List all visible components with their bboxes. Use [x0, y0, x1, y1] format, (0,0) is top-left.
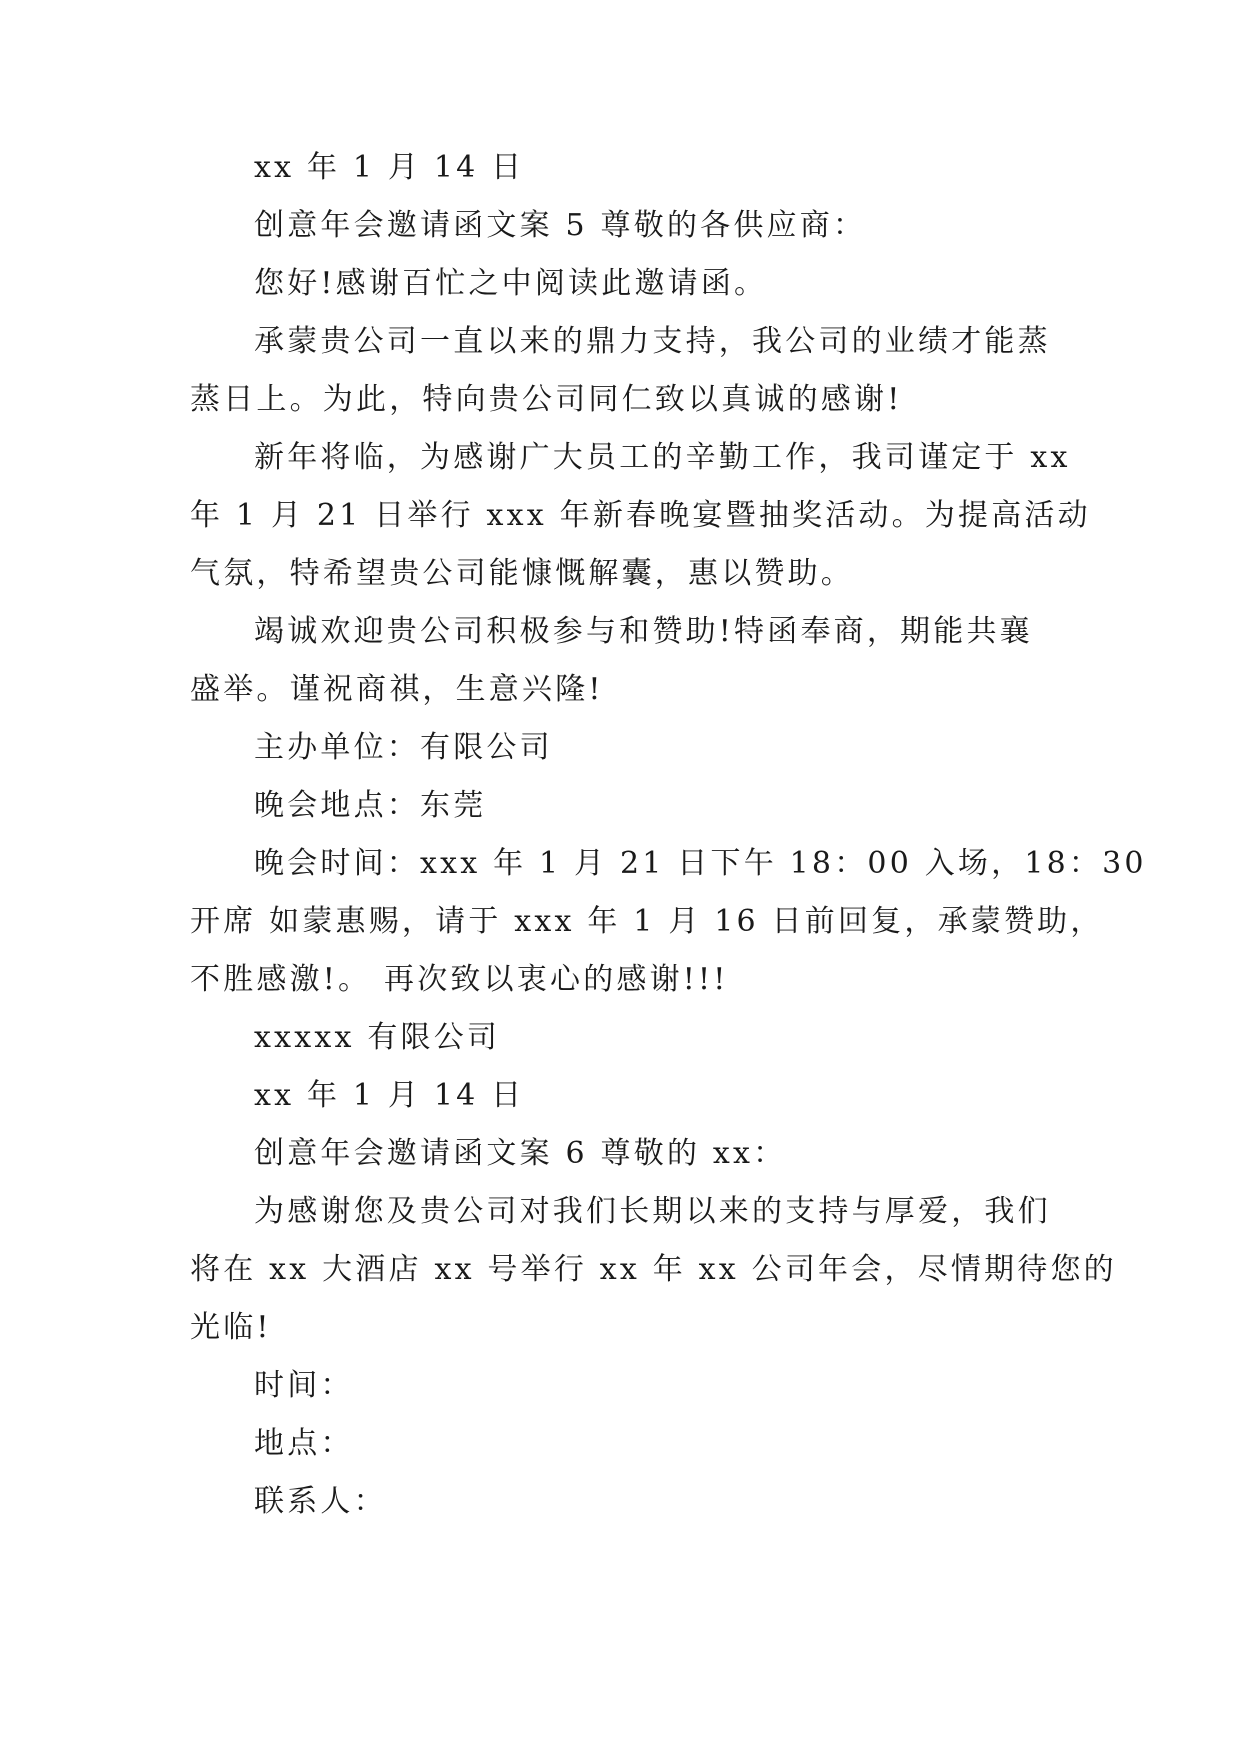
date-line: xx 年 1 月 14 日	[254, 1078, 525, 1113]
location-field-label: 地点：	[254, 1426, 354, 1461]
document-page	[190, 0, 1147, 1754]
paragraph-line: 竭诚欢迎贵公司积极参与和赞助!特函奉商，期能共襄	[254, 614, 1033, 649]
letter-5-heading: 创意年会邀请函文案 5 尊敬的各供应商：	[254, 208, 867, 243]
paragraph-line: 为感谢您及贵公司对我们长期以来的支持与厚爱，我们	[254, 1194, 1051, 1229]
paragraph-line: 盛举。谨祝商祺，生意兴隆!	[190, 672, 604, 707]
paragraph-line: 将在 xx 大酒店 xx 号举行 xx 年 xx 公司年会，尽情期待您的	[190, 1252, 1117, 1287]
venue-line: 晚会地点：东莞	[254, 788, 487, 823]
time-field-label: 时间：	[254, 1368, 354, 1403]
paragraph-line: 开席 如蒙惠赐，请于 xxx 年 1 月 16 日前回复，承蒙赞助，	[190, 904, 1104, 939]
letter-6-heading: 创意年会邀请函文案 6 尊敬的 xx：	[254, 1136, 787, 1171]
contact-field-label: 联系人：	[254, 1484, 387, 1519]
paragraph-line: 新年将临，为感谢广大员工的辛勤工作，我司谨定于 xx	[254, 440, 1071, 475]
time-line: 晚会时间：xxx 年 1 月 21 日下午 18：00 入场，18：30	[254, 846, 1147, 881]
host-line: 主办单位：有限公司	[254, 730, 553, 765]
paragraph-line: 承蒙贵公司一直以来的鼎力支持，我公司的业绩才能蒸	[254, 324, 1051, 359]
company-signature: xxxxx 有限公司	[254, 1020, 501, 1055]
paragraph-line: 光临!	[190, 1310, 272, 1345]
greeting-line: 您好!感谢百忙之中阅读此邀请函。	[254, 266, 768, 301]
paragraph-line: 蒸日上。为此，特向贵公司同仁致以真诚的感谢!	[190, 382, 903, 417]
date-line: xx 年 1 月 14 日	[254, 150, 525, 185]
paragraph-line: 不胜感激!。 再次致以衷心的感谢!!!	[190, 962, 729, 997]
paragraph-line: 年 1 月 21 日举行 xxx 年新春晚宴暨抽奖活动。为提高活动	[190, 498, 1091, 533]
paragraph-line: 气氛，特希望贵公司能慷慨解囊，惠以赞助。	[190, 556, 854, 591]
